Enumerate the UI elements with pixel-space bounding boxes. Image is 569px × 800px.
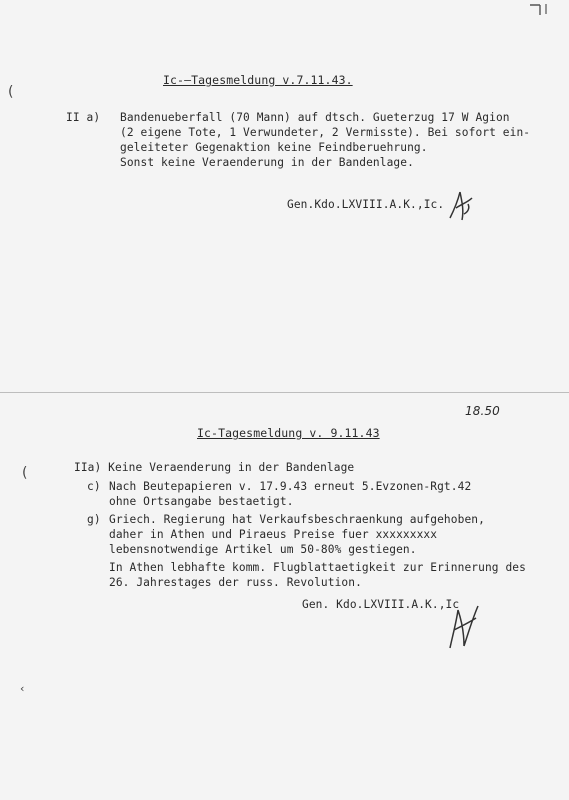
report2-item-g-line-2: daher in Athen und Piraeus Preise fuer xxxxxxxxx xyxy=(109,528,438,541)
report1-signature: Gen.Kdo.LXVIII.A.K.,Ic. xyxy=(287,198,445,211)
margin-mark: ‹ xyxy=(20,682,25,695)
report2-item-c-line-2: ohne Ortsangabe bestaetigt. xyxy=(109,495,294,508)
report2-signature: Gen. Kdo.LXVIII.A.K.,Ic xyxy=(302,598,460,611)
punch-hole-mark-bottom: ( xyxy=(22,465,28,481)
section-divider xyxy=(0,392,569,393)
report2-title: Ic-Tagesmeldung v. 9.11.43 xyxy=(197,426,380,440)
report1-line-1: Bandenueberfall (70 Mann) auf dtsch. Gueterzug 17 W Agion xyxy=(120,111,510,124)
report2-item-a: IIa) Keine Veraenderung in der Bandenlage xyxy=(74,461,355,474)
report2-item-c-label: c) xyxy=(87,480,101,493)
report1-line-4: Sonst keine Veraenderung in der Bandenlage. xyxy=(120,156,414,169)
report2-item-g-line-3: lebensnotwendige Artikel um 50-80% gestiegen. xyxy=(109,543,417,556)
report2-handwritten-initial xyxy=(444,600,484,652)
report2-item-g-line-1: Griech. Regierung hat Verkaufsbeschraenkung aufgehoben, xyxy=(109,513,485,526)
report1-handwritten-initial xyxy=(446,188,476,226)
report1-line-3: geleiteter Gegenaktion keine Feindberuehrung. xyxy=(120,141,428,154)
report2-para-line-2: 26. Jahrestages der russ. Revolution. xyxy=(109,576,362,589)
corner-bracket-mark xyxy=(528,2,552,18)
report1-line-2: (2 eigene Tote, 1 Verwundeter, 2 Vermisste). Bei sofort ein- xyxy=(120,126,531,139)
punch-hole-mark-top: ( xyxy=(8,84,14,100)
report2-para-line-1: In Athen lebhafte komm. Flugblattaetigkeit zur Erinnerung des xyxy=(109,561,526,574)
report2-item-g-label: g) xyxy=(87,513,101,526)
report1-title: Ic-–Tagesmeldung v.7.11.43. xyxy=(163,73,353,87)
report2-item-c-line-1: Nach Beutepapieren v. 17.9.43 erneut 5.Evzonen-Rgt.42 xyxy=(109,480,472,493)
report2-handwritten-annotation: 18.50 xyxy=(465,404,500,418)
report1-item-label: II a) xyxy=(66,111,101,124)
